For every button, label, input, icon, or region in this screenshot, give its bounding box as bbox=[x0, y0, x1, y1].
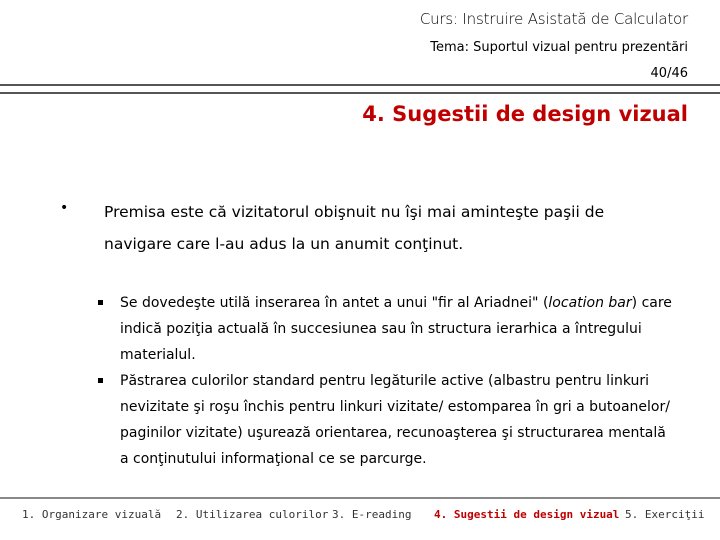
theme-header: Tema: Suportul vizual pentru prezentări bbox=[430, 40, 688, 55]
nav-link-ereading[interactable]: 3. E-reading bbox=[332, 508, 412, 521]
sub1-text-a: Se dovedeşte utilă inserarea în antet a unui "fir al Ariadnei" ( bbox=[120, 295, 549, 311]
nav-link-exercitii[interactable]: 5. Exerciţii bbox=[625, 508, 705, 521]
course-header: Curs: Instruire Asistată de Calculator bbox=[419, 10, 688, 28]
nav-link-design-active[interactable]: 4. Sugestii de design vizual bbox=[434, 508, 620, 521]
slide-title: 4. Sugestii de design vizual bbox=[362, 102, 688, 126]
main-bullet-text: Premisa este că vizitatorul obişnuit nu îşi mai aminteşte paşii de navigare care l-au adus la un anumit conţinut. bbox=[104, 203, 605, 253]
footer-nav bbox=[0, 508, 720, 524]
sub-bullet-2: Păstrarea culorilor standard pentru legăturile active (albastru pentru linkuri nevizitate şi roşu închis pentru linkuri vizitate/ estomparea în gri a butoanelor/ paginilor vizitate) uşurează orientarea, recunoaşterea şi structurarea mentală a conţinutului informaţional ce se parcurge. bbox=[120, 373, 670, 467]
page-counter: 40/46 bbox=[650, 66, 688, 81]
square-bullet-icon bbox=[98, 300, 103, 305]
header-bar bbox=[0, 84, 720, 94]
bullet-dot-icon: • bbox=[60, 200, 69, 216]
square-bullet-icon bbox=[98, 378, 103, 383]
sub1-text-italic: location bar bbox=[548, 295, 632, 311]
sub1-text-b: ) care indică poziţia actuală în succesiunea sau în structura ierarhica a întregului materialul. bbox=[120, 295, 672, 363]
nav-link-culori[interactable]: 2. Utilizarea culorilor bbox=[176, 508, 329, 521]
footer-divider bbox=[0, 497, 720, 499]
nav-link-organizare[interactable]: 1. Organizare vizuală bbox=[22, 508, 162, 521]
sub-bullet-1 bbox=[120, 290, 676, 368]
